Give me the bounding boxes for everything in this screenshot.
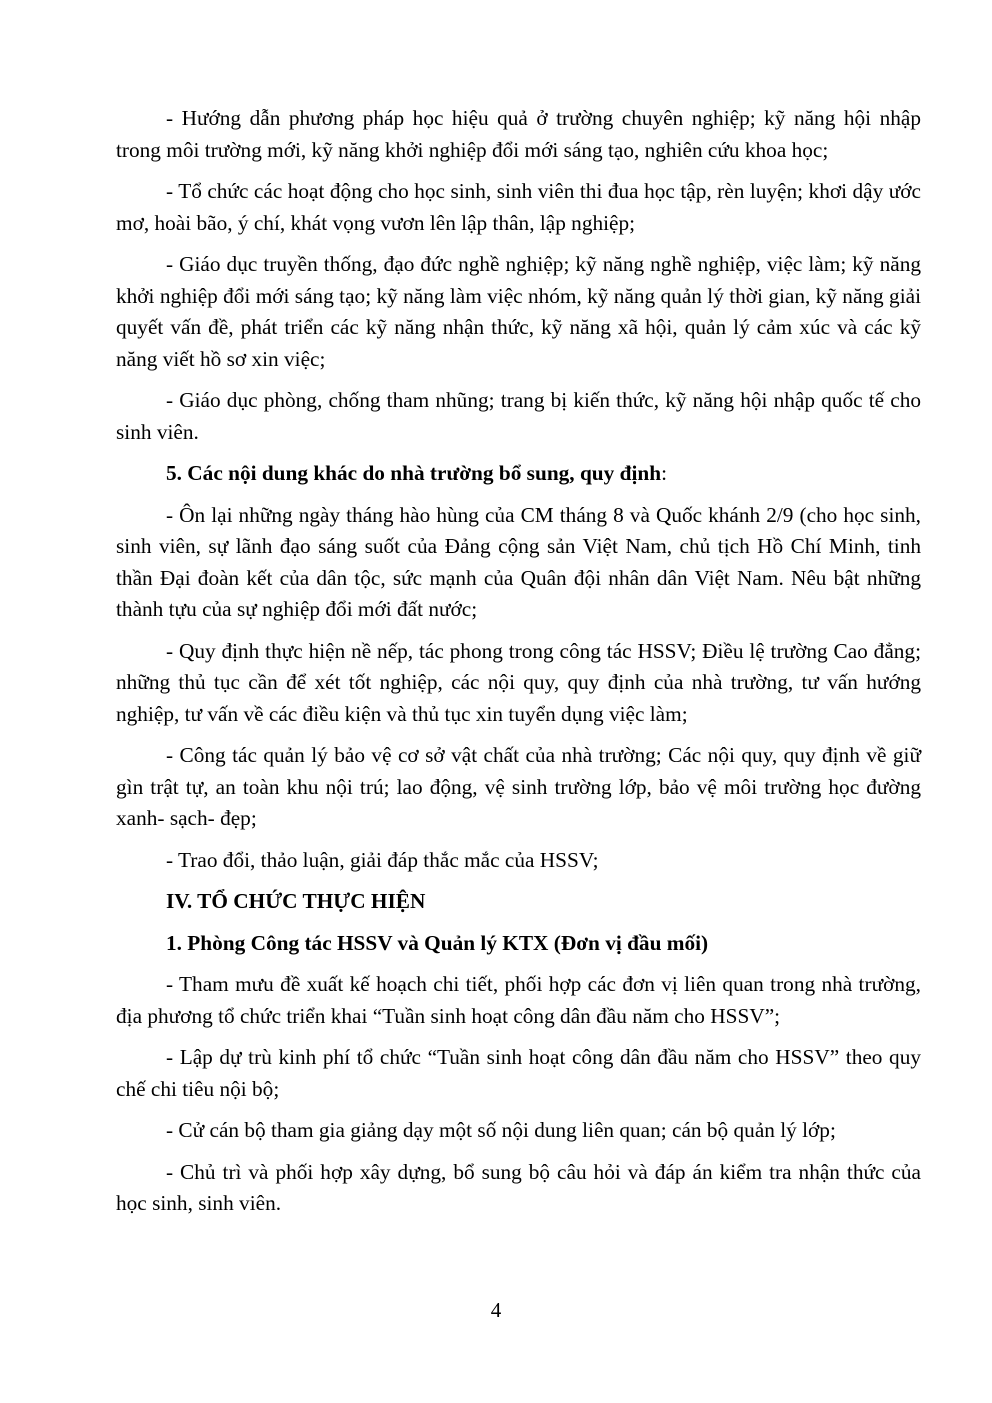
paragraph-study-methods: - Hướng dẫn phương pháp học hiệu quả ở trường chuyên nghiệp; kỹ năng hội nhập trong môi trường mới, kỹ năng khởi nghiệp đổi mới sáng tạo, nghiên cứu khoa học; <box>116 106 921 162</box>
section-heading-implementation: IV. TỔ CHỨC THỰC HIỆN <box>166 889 426 913</box>
paragraph-budget: - Lập dự trù kinh phí tổ chức “Tuần sinh hoạt công dân đầu năm cho HSSV” theo quy chế chi tiêu nội bộ; <box>116 1045 921 1101</box>
paragraph-activities: - Tổ chức các hoạt động cho học sinh, sinh viên thi đua học tập, rèn luyện; khơi dậy ước mơ, hoài bão, ý chí, khát vọng vươn lên lập thân, lập nghiệp; <box>116 179 921 235</box>
paragraph-advise-plan: - Tham mưu đề xuất kế hoạch chi tiết, phối hợp các đơn vị liên quan trong nhà trường, địa phương tổ chức triển khai “Tuần sinh hoạt công dân đầu năm cho HSSV”; <box>116 972 921 1028</box>
paragraph-education-skills: - Giáo dục truyền thống, đạo đức nghề nghiệp; kỹ năng nghề nghiệp, việc làm; kỹ năng khởi nghiệp đổi mới sáng tạo; kỹ năng làm việc nhóm, kỹ năng quản lý thời gian, kỹ năng giải quyết vấn đề, phát triển các kỹ năng nhận thức, kỹ năng xã hội, quản lý cảm xúc và các kỹ năng viết hồ sơ xin việc; <box>116 252 921 371</box>
section-heading-colon: : <box>661 461 667 485</box>
page-content <box>116 103 921 1230</box>
paragraph-discussion: - Trao đổi, thảo luận, giải đáp thắc mắc của HSSV; <box>166 847 599 872</box>
paragraph-assign-staff: - Cử cán bộ tham gia giảng dạy một số nội dung liên quan; cán bộ quản lý lớp; <box>166 1118 836 1142</box>
paragraph-anti-corruption: - Giáo dục phòng, chống tham nhũng; trang bị kiến thức, kỹ năng hội nhập quốc tế cho sinh viên. <box>116 388 921 444</box>
subsection-heading-student-affairs: 1. Phòng Công tác HSSV và Quản lý KTX (Đơn vị đầu mối) <box>166 930 709 955</box>
paragraph-regulations: - Quy định thực hiện nề nếp, tác phong trong công tác HSSV; Điều lệ trường Cao đẳng; những thủ tục cần để xét tốt nghiệp, các nội quy, quy định của nhà trường, tư vấn hướng nghiệp, tư vấn về các điều kiện và thủ tục xin tuyển dụng việc làm; <box>116 638 921 726</box>
page-number: 4 <box>490 1298 502 1322</box>
paragraph-question-bank: - Chủ trì và phối hợp xây dựng, bổ sung bộ câu hỏi và đáp án kiểm tra nhận thức của học sinh, sinh viên. <box>116 1159 921 1215</box>
section-heading-text: 5. Các nội dung khác do nhà trường bổ sung, quy định <box>166 461 662 485</box>
section-heading-other-content <box>116 458 921 490</box>
paragraph-facility-management: - Công tác quản lý bảo vệ cơ sở vật chất của nhà trường; Các nội quy, quy định về giữ gìn trật tự, an toàn khu nội trú; lao động, vệ sinh trường lớp, bảo vệ môi trường học đường xanh- sạch- đẹp; <box>116 743 921 830</box>
paragraph-revolution-review: - Ôn lại những ngày tháng hào hùng của CM tháng 8 và Quốc khánh 2/9 (cho học sinh, sinh viên, sự lãnh đạo sáng suốt của Đảng cộng sản Việt Nam, chủ tịch Hồ Chí Minh, tinh thần Đại đoàn kết của dân tộc, sức mạnh của Quân đội nhân dân Việt Nam. Nêu bật những thành tựu của sự nghiệp đổi mới đất nước; <box>116 502 921 621</box>
